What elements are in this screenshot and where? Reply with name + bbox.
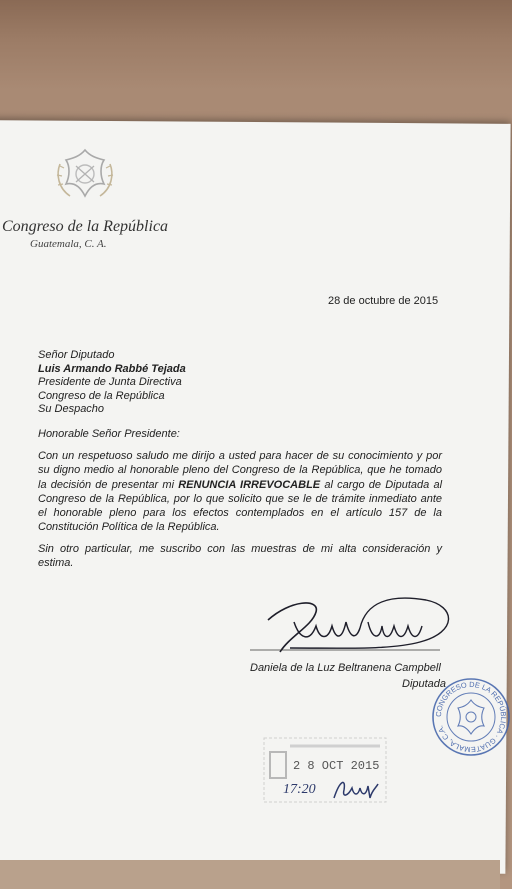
- signer-name: Daniela de la Luz Beltranena Campbell: [250, 662, 441, 674]
- seal-text: CONGRESO DE LA REPÚBLICA · GUATEMALA, C.A.: [433, 679, 509, 755]
- body-part-1: Con un respetuoso saludo me dirijo a usted para hacer de su conocimiento y por su digno medio al honorable pleno del Congreso de la República, que he tomado la decisión de presentar mi: [38, 450, 442, 491]
- recipient-role: Presidente de Junta Directiva: [38, 376, 182, 389]
- recipient-name: Luis Armando Rabbé Tejada: [38, 362, 186, 375]
- recipient-salutation: Señor Diputado: [38, 349, 115, 361]
- recipient-office: Su Despacho: [38, 403, 105, 416]
- body-emphasis: RENUNCIA IRREVOCABLE: [178, 478, 321, 491]
- letter-date: 28 de octubre de 2015: [328, 295, 439, 307]
- signer-title: Diputada: [402, 678, 447, 690]
- recipient-institution: Congreso de la República: [38, 389, 165, 402]
- body-part-2: al cargo de Diputada al Congreso de la República, por lo que solicito que se le de trámite inmediato ante el honorable pleno para los efectos contemplados en el artículo 157 de la Constitución Política de la República.: [38, 478, 443, 534]
- handwritten-initials: [332, 776, 380, 802]
- greeting: Honorable Señor Presidente:: [38, 428, 180, 440]
- table-surface: [0, 860, 500, 889]
- handwritten-signature: [250, 592, 460, 662]
- handwritten-time: 17:20: [283, 782, 316, 797]
- org-name: Congreso de la República: [2, 218, 169, 235]
- svg-text:CONGRESO DE LA REPÚBLICA · GUA: [434, 680, 508, 754]
- official-seal-icon: [430, 676, 512, 758]
- org-place: Guatemala, C. A.: [30, 238, 107, 250]
- body-paragraph: [38, 449, 442, 535]
- stamp-date: 2 8 OCT 2015: [293, 759, 380, 773]
- coat-of-arms-icon: [50, 146, 120, 204]
- closing-paragraph: Sin otro particular, me suscribo con las muestras de mi alta consideración y estima.: [38, 543, 442, 570]
- recipient-block: [38, 349, 186, 417]
